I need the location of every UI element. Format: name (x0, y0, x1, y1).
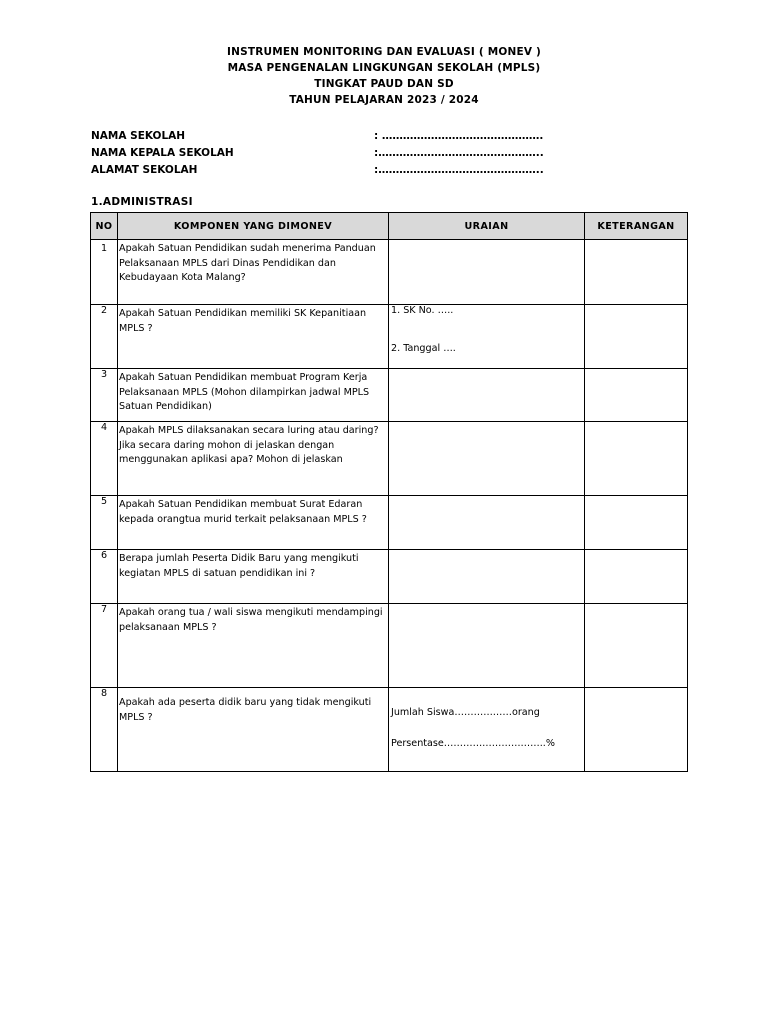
info-value: :……………………………………….. (374, 164, 544, 176)
row-question (118, 369, 389, 422)
document-title (0, 44, 768, 108)
question-text: Apakah Satuan Pendidikan membuat Surat Edaran kepada orangtua murid terkait pelaksanaan MPLS ? (119, 499, 367, 525)
row-question (118, 422, 389, 496)
uraian-cell[interactable] (389, 369, 585, 422)
row-question (118, 688, 389, 772)
title-line-4: TAHUN PELAJARAN 2023 / 2024 (289, 94, 479, 106)
table-row (91, 305, 688, 369)
table-row (91, 240, 688, 305)
monev-table (90, 212, 688, 772)
uraian-cell[interactable] (389, 422, 585, 496)
question-text: Apakah ada peserta didik baru yang tidak mengikuti MPLS ? (119, 697, 372, 723)
uraian-cell[interactable] (389, 240, 585, 305)
row-number: 8 (91, 688, 118, 772)
keterangan-cell[interactable] (585, 305, 688, 369)
info-value: :……………………………………….. (374, 147, 544, 159)
row-number: 4 (91, 422, 118, 496)
row-question (118, 604, 389, 688)
row-number: 1 (91, 240, 118, 305)
keterangan-cell[interactable] (585, 604, 688, 688)
table-row (91, 422, 688, 496)
keterangan-cell[interactable] (585, 240, 688, 305)
header-keterangan: KETERANGAN (585, 213, 688, 240)
uraian-cell[interactable] (389, 305, 585, 369)
row-question (118, 496, 389, 550)
header-uraian: URAIAN (389, 213, 585, 240)
table-row (91, 688, 688, 772)
uraian-line: Persentase…………………………..% (391, 738, 555, 749)
keterangan-cell[interactable] (585, 422, 688, 496)
question-text: Berapa jumlah Peserta Didik Baru yang mengikuti kegiatan MPLS di satuan pendidikan ini ? (119, 553, 359, 579)
question-text: Apakah Satuan Pendidikan memiliki SK Kepanitiaan MPLS ? (119, 308, 367, 334)
title-line-1: INSTRUMEN MONITORING DAN EVALUASI ( MONEV ) (226, 46, 542, 58)
uraian-line: Jumlah Siswa………………orang (391, 707, 540, 718)
info-label: NAMA SEKOLAH (91, 130, 186, 142)
question-text: Apakah Satuan Pendidikan membuat Program Kerja Pelaksanaan MPLS (Mohon dilampirkan jadwal MPLS Satuan Pendidikan) (119, 372, 370, 412)
row-question (118, 550, 389, 604)
table-row (91, 550, 688, 604)
keterangan-cell[interactable] (585, 496, 688, 550)
keterangan-cell[interactable] (585, 369, 688, 422)
row-question (118, 305, 389, 369)
question-text: Apakah orang tua / wali siswa mengikuti mendampingi pelaksanaan MPLS ? (119, 607, 383, 633)
row-number: 6 (91, 550, 118, 604)
row-number: 3 (91, 369, 118, 422)
header-komponen: KOMPONEN YANG DIMONEV (118, 213, 389, 240)
table-row (91, 369, 688, 422)
table-header-row (91, 213, 688, 240)
row-number: 7 (91, 604, 118, 688)
title-line-3: TINGKAT PAUD DAN SD (314, 78, 454, 90)
title-line-2: MASA PENGENALAN LINGKUNGAN SEKOLAH (MPLS) (227, 62, 541, 74)
uraian-line: 1. SK No. ….. (391, 305, 454, 316)
uraian-cell[interactable] (389, 604, 585, 688)
uraian-cell[interactable] (389, 496, 585, 550)
question-text: Apakah MPLS dilaksanakan secara luring atau daring? Jika secara daring mohon di jelaskan dengan menggunakan aplikasi apa? Mohon di jelaskan (119, 425, 379, 465)
info-value: : ………………………………………. (374, 130, 544, 142)
table-row (91, 496, 688, 550)
table-row (91, 604, 688, 688)
header-no: NO (91, 213, 118, 240)
info-label: NAMA KEPALA SEKOLAH (91, 147, 234, 159)
uraian-cell[interactable] (389, 550, 585, 604)
question-text: Apakah Satuan Pendidikan sudah menerima Panduan Pelaksanaan MPLS dari Dinas Pendidikan dan Kebudayaan Kota Malang? (119, 243, 376, 283)
row-question (118, 240, 389, 305)
uraian-line: 2. Tanggal …. (391, 343, 456, 354)
row-number: 5 (91, 496, 118, 550)
info-label: ALAMAT SEKOLAH (91, 164, 198, 176)
section-title: 1.ADMINISTRASI (91, 196, 193, 208)
keterangan-cell[interactable] (585, 550, 688, 604)
keterangan-cell[interactable] (585, 688, 688, 772)
row-number: 2 (91, 305, 118, 369)
uraian-cell[interactable] (389, 688, 585, 772)
